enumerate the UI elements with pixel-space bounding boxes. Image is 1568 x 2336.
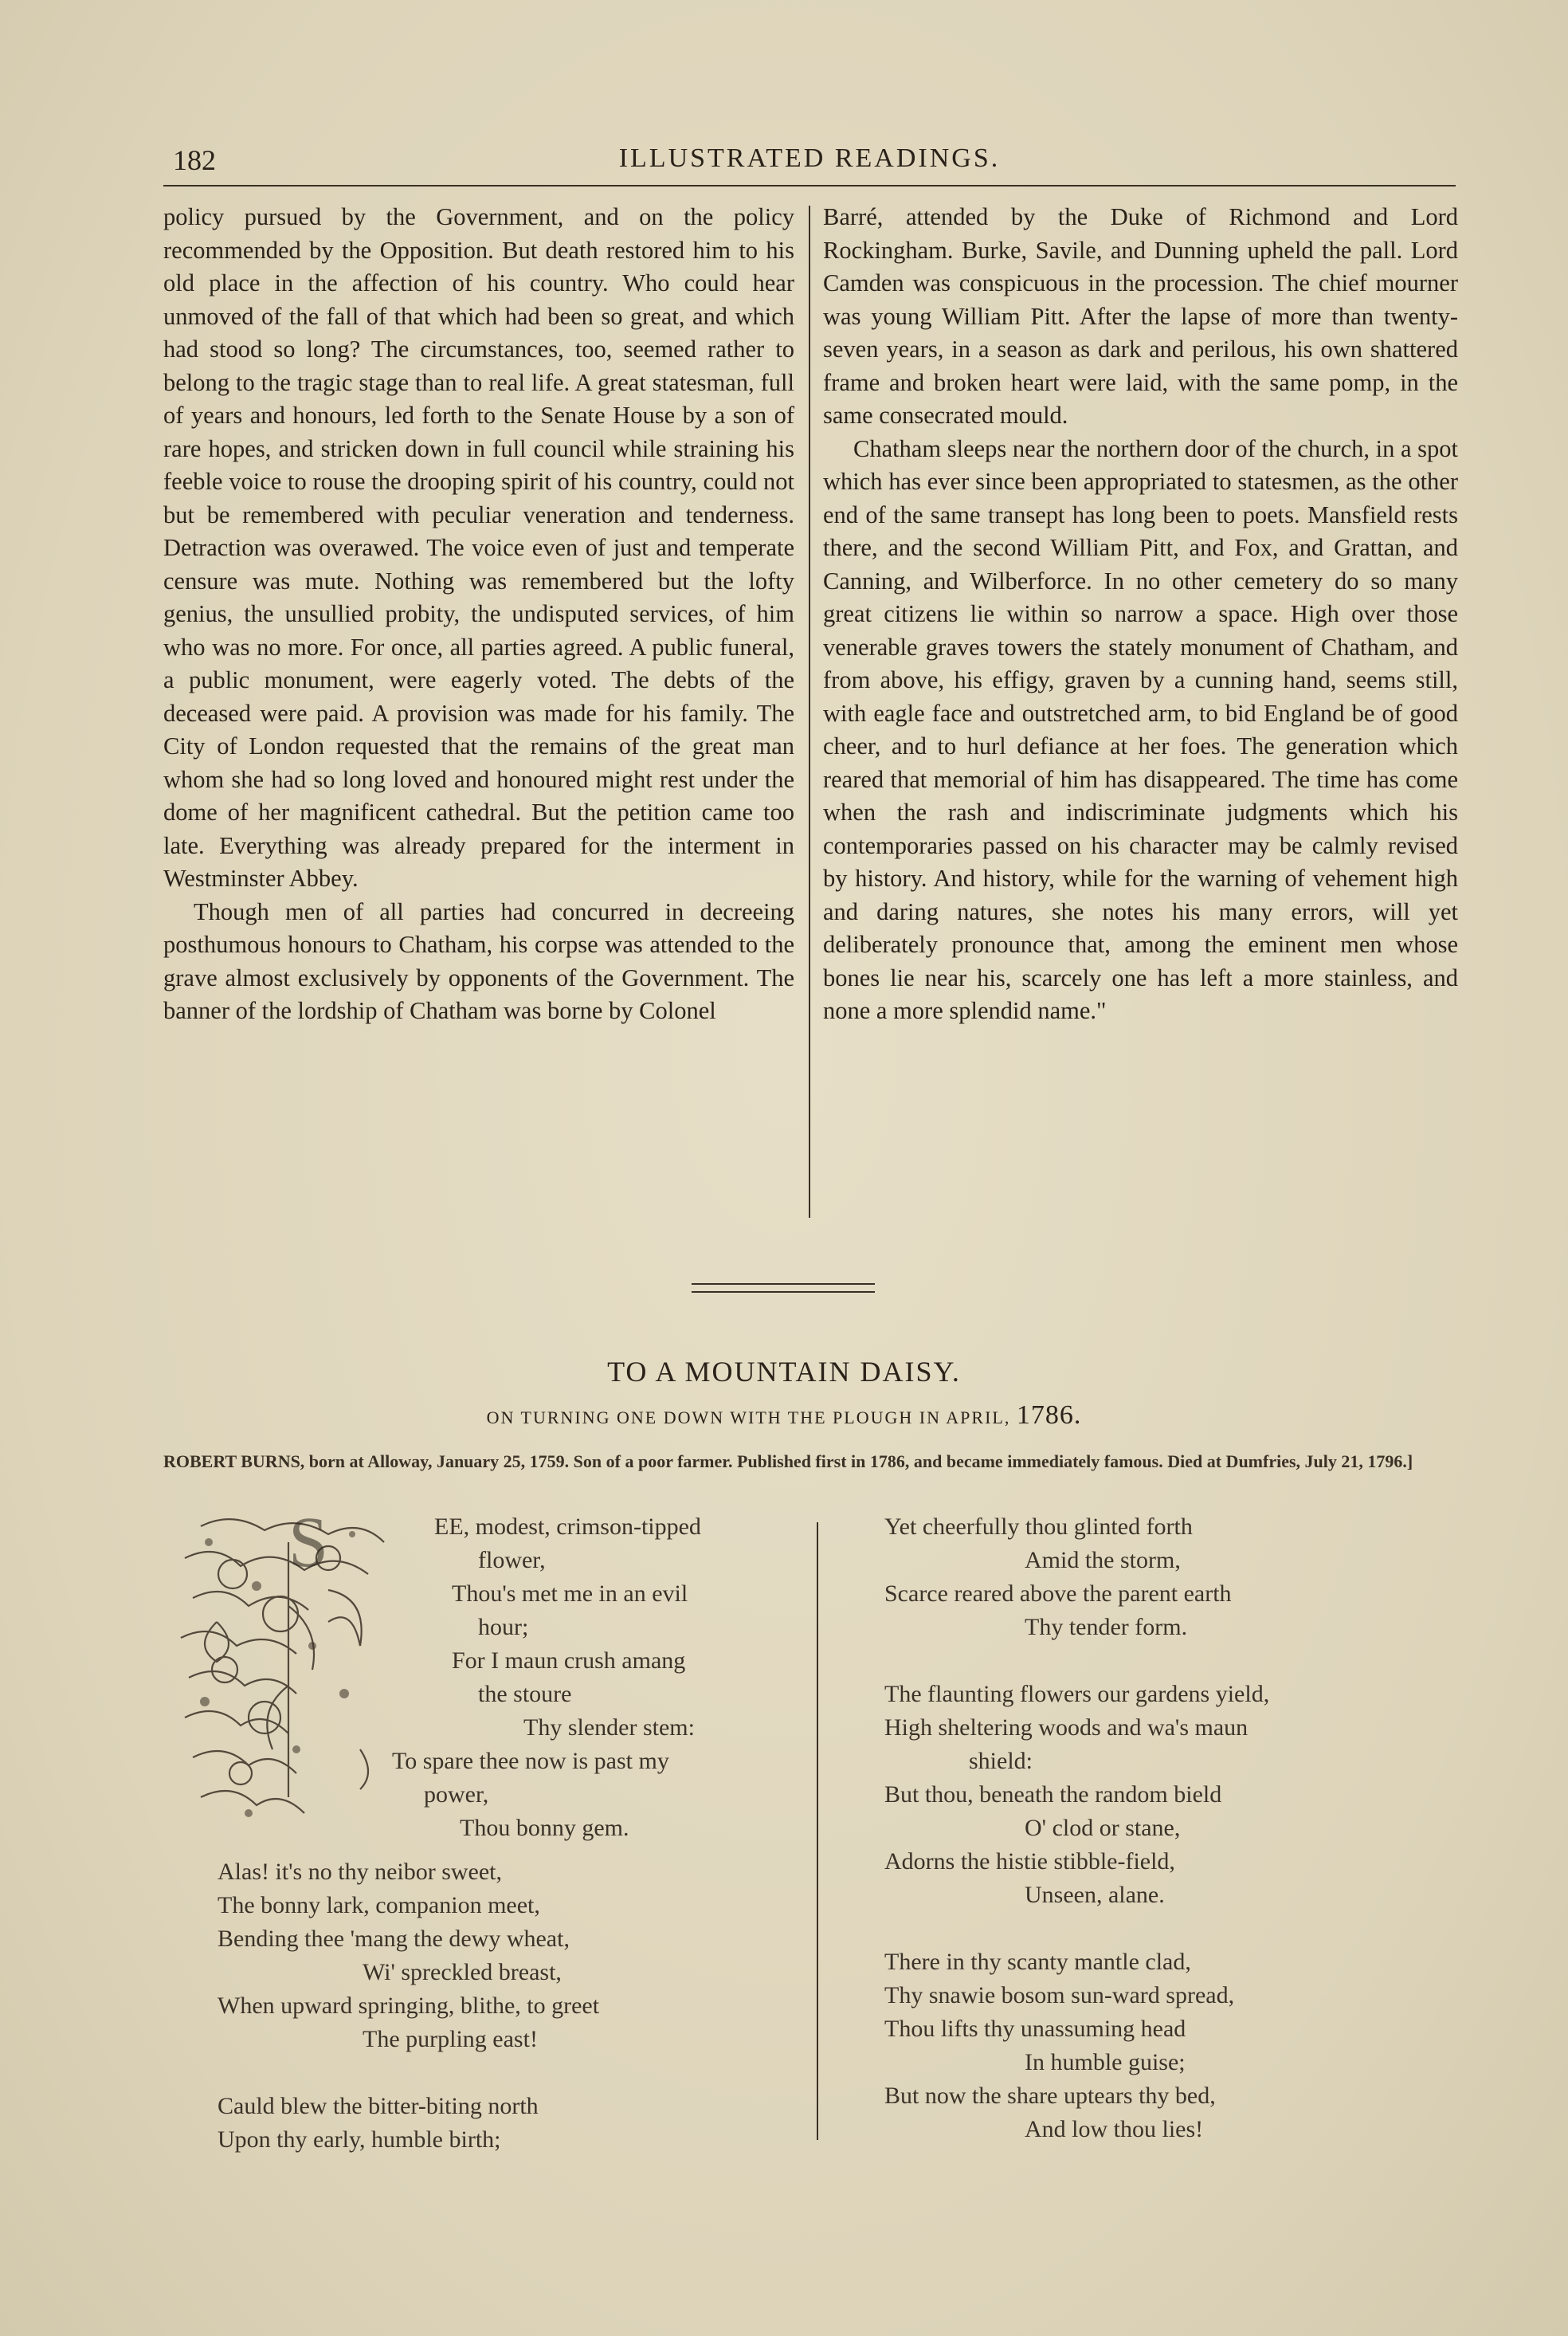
verse-line: Upon thy early, humble birth; <box>218 2126 501 2153</box>
verse-line: The flaunting flowers our gardens yield, <box>884 1681 1270 1707</box>
verse-line: Adorns the histie stibble-field, <box>884 1848 1175 1875</box>
verse-line: But now the share uptears thy bed, <box>884 2083 1216 2109</box>
verse-line: To spare thee now is past my <box>392 1748 669 1774</box>
verse-line: shield: <box>969 1748 1033 1774</box>
verse-line: Thou bonny gem. <box>460 1815 629 1841</box>
page-header <box>163 143 1456 191</box>
verse-line: In humble guise; <box>1025 2049 1186 2075</box>
poem-stanza-2 <box>218 1855 823 2157</box>
verse-line: Thy snawie bosom sun-ward spread, <box>884 1982 1235 2008</box>
header-rule <box>163 185 1456 186</box>
article-paragraph: policy pursued by the Government, and on the policy recommended by the Opposition. But death restored him to his old place in the affection of his country. Who could hear unmoved of the fall of that which had been so great, and which had stood so long? The circumstances, too, seemed rather to belong to the tragic stage than to real life. A great statesman, full of years and honours, led forth to the Senate House by a son of rare hopes, and stricken down in full council while straining his feeble voice to rouse the drooping spirit of his country, could not but be remembered with peculiar veneration and tenderness. Detraction was overawed. The voice even of just and temperate censure was mute. Nothing was remembered but the lofty genius, the unsullied probity, the undisputed services, of him who was no more. For once, all parties agreed. A public funeral, a public monument, were eagerly voted. The debts of the deceased were paid. A provision was made for his family. The City of London requested that the remains of the great man whom she had so long loved and honoured might rest under the dome of her magnificent cathedral. But the petition came too late. Everything was already prepared for the interment in Westminster Abbey. <box>163 203 794 892</box>
verse-line: When upward springing, blithe, to greet <box>218 1992 600 2019</box>
article-right-column <box>823 201 1458 1028</box>
running-title: ILLUSTRATED READINGS. <box>618 143 1001 173</box>
poem-right-column <box>884 1510 1466 2146</box>
verse-line: Bending thee 'mang the dewy wheat, <box>218 1926 570 1952</box>
verse-line: And low thou lies! <box>1025 2116 1204 2142</box>
verse-line: Unseen, alane. <box>1025 1882 1165 1908</box>
poem-year: 1786. <box>1016 1400 1082 1430</box>
verse-line: Thou lifts thy unassuming head <box>884 2016 1186 2042</box>
author-note: ROBERT BURNS, born at Alloway, January 25, 1759. Son of a poor farmer. Published first in 1786, and became immediately famous. Died at Dumfries, July 21, 1796.] <box>163 1451 1413 1471</box>
verse-line: The bonny lark, companion meet, <box>218 1892 540 1918</box>
poem-title: TO A MOUNTAIN DAISY. <box>607 1356 961 1388</box>
drop-cap-letter: S <box>288 1510 329 1582</box>
poem-subtitle <box>0 1400 1568 1431</box>
verse-line: The purpling east! <box>363 2026 538 2052</box>
verse-line: Alas! it's no thy neibor sweet, <box>218 1859 503 1885</box>
section-rule-bottom <box>692 1291 875 1293</box>
poem-subtitle-text: ON TURNING ONE DOWN WITH THE PLOUGH IN APRIL, <box>486 1407 1011 1427</box>
verse-line: Thou's met me in an evil <box>452 1580 688 1607</box>
verse-line: the stoure <box>478 1681 572 1707</box>
verse-line: High sheltering woods and wa's maun <box>884 1714 1249 1741</box>
verse-line: For I maun crush amang <box>452 1647 686 1674</box>
verse-line: Yet cheerfully thou glinted forth <box>884 1513 1193 1540</box>
verse-line: Amid the storm, <box>1025 1547 1181 1573</box>
verse-line: Thy tender form. <box>1025 1614 1188 1640</box>
verse-line: Wi' spreckled breast, <box>363 1959 562 1985</box>
verse-line: Thy slender stem: <box>523 1714 695 1741</box>
verse-line: But thou, beneath the random bield <box>884 1781 1222 1808</box>
article-paragraph: Though men of all parties had concurred in decreeing posthumous honours to Chatham, his corpse was attended to the grave almost exclusively by opponents of the Government. The banner of the lordship of Chatham was borne by Colonel <box>163 897 794 1024</box>
page-number: 182 <box>173 144 216 176</box>
section-rule-top <box>692 1283 875 1285</box>
poem-column-divider <box>817 1522 818 2140</box>
verse-line: flower, <box>478 1547 546 1573</box>
column-divider <box>809 206 810 1218</box>
article-left-column <box>163 201 794 1028</box>
verse-line: There in thy scanty mantle clad, <box>884 1949 1191 1975</box>
article-paragraph: Barré, attended by the Duke of Richmond and Lord Rockingham. Burke, Savile, and Dunning upheld the pall. Lord Camden was conspicuous in the procession. The chief mourner was young William Pitt. After the lapse of more than twenty-seven years, in a season as dark and perilous, his own shattered frame and broken heart were laid, with the same pomp, in the same consecrated mould. <box>823 203 1458 429</box>
verse-line: power, <box>424 1781 489 1808</box>
verse-line: Cauld blew the bitter-biting north <box>218 2093 539 2119</box>
verse-line: Scarce reared above the parent earth <box>884 1580 1232 1607</box>
verse-line: EE, modest, crimson-tipped <box>434 1513 701 1540</box>
verse-line: hour; <box>478 1614 529 1640</box>
article-paragraph: Chatham sleeps near the northern door of the church, in a spot which has ever since been appropriated to statesmen, as the other end of the same transept has long been to poets. Mansfield rests there, and the second William Pitt, and Fox, and Grattan, and Canning, and Wilberforce. In no other cemetery do so many great citizens lie within so narrow a space. High over those venerable graves towers the stately monument of Chatham, and from above, his effigy, graven by a cunning hand, seems still, with eagle face and outstretched arm, to bid England be of good cheer, and to hurl defiance at her foes. The generation which reared that memorial of him has disappeared. The time has come when the rash and indiscriminate judgments which his contemporaries passed on his character may be calmly revised by history. And history, while for the warning of vehement high and daring natures, she notes his many errors, will yet deliberately pronounce that, among the eminent men whose bones lie near his, scarcely one has left a more stainless, and none a more splendid name." <box>823 434 1458 1024</box>
verse-line: O' clod or stane, <box>1025 1815 1181 1841</box>
